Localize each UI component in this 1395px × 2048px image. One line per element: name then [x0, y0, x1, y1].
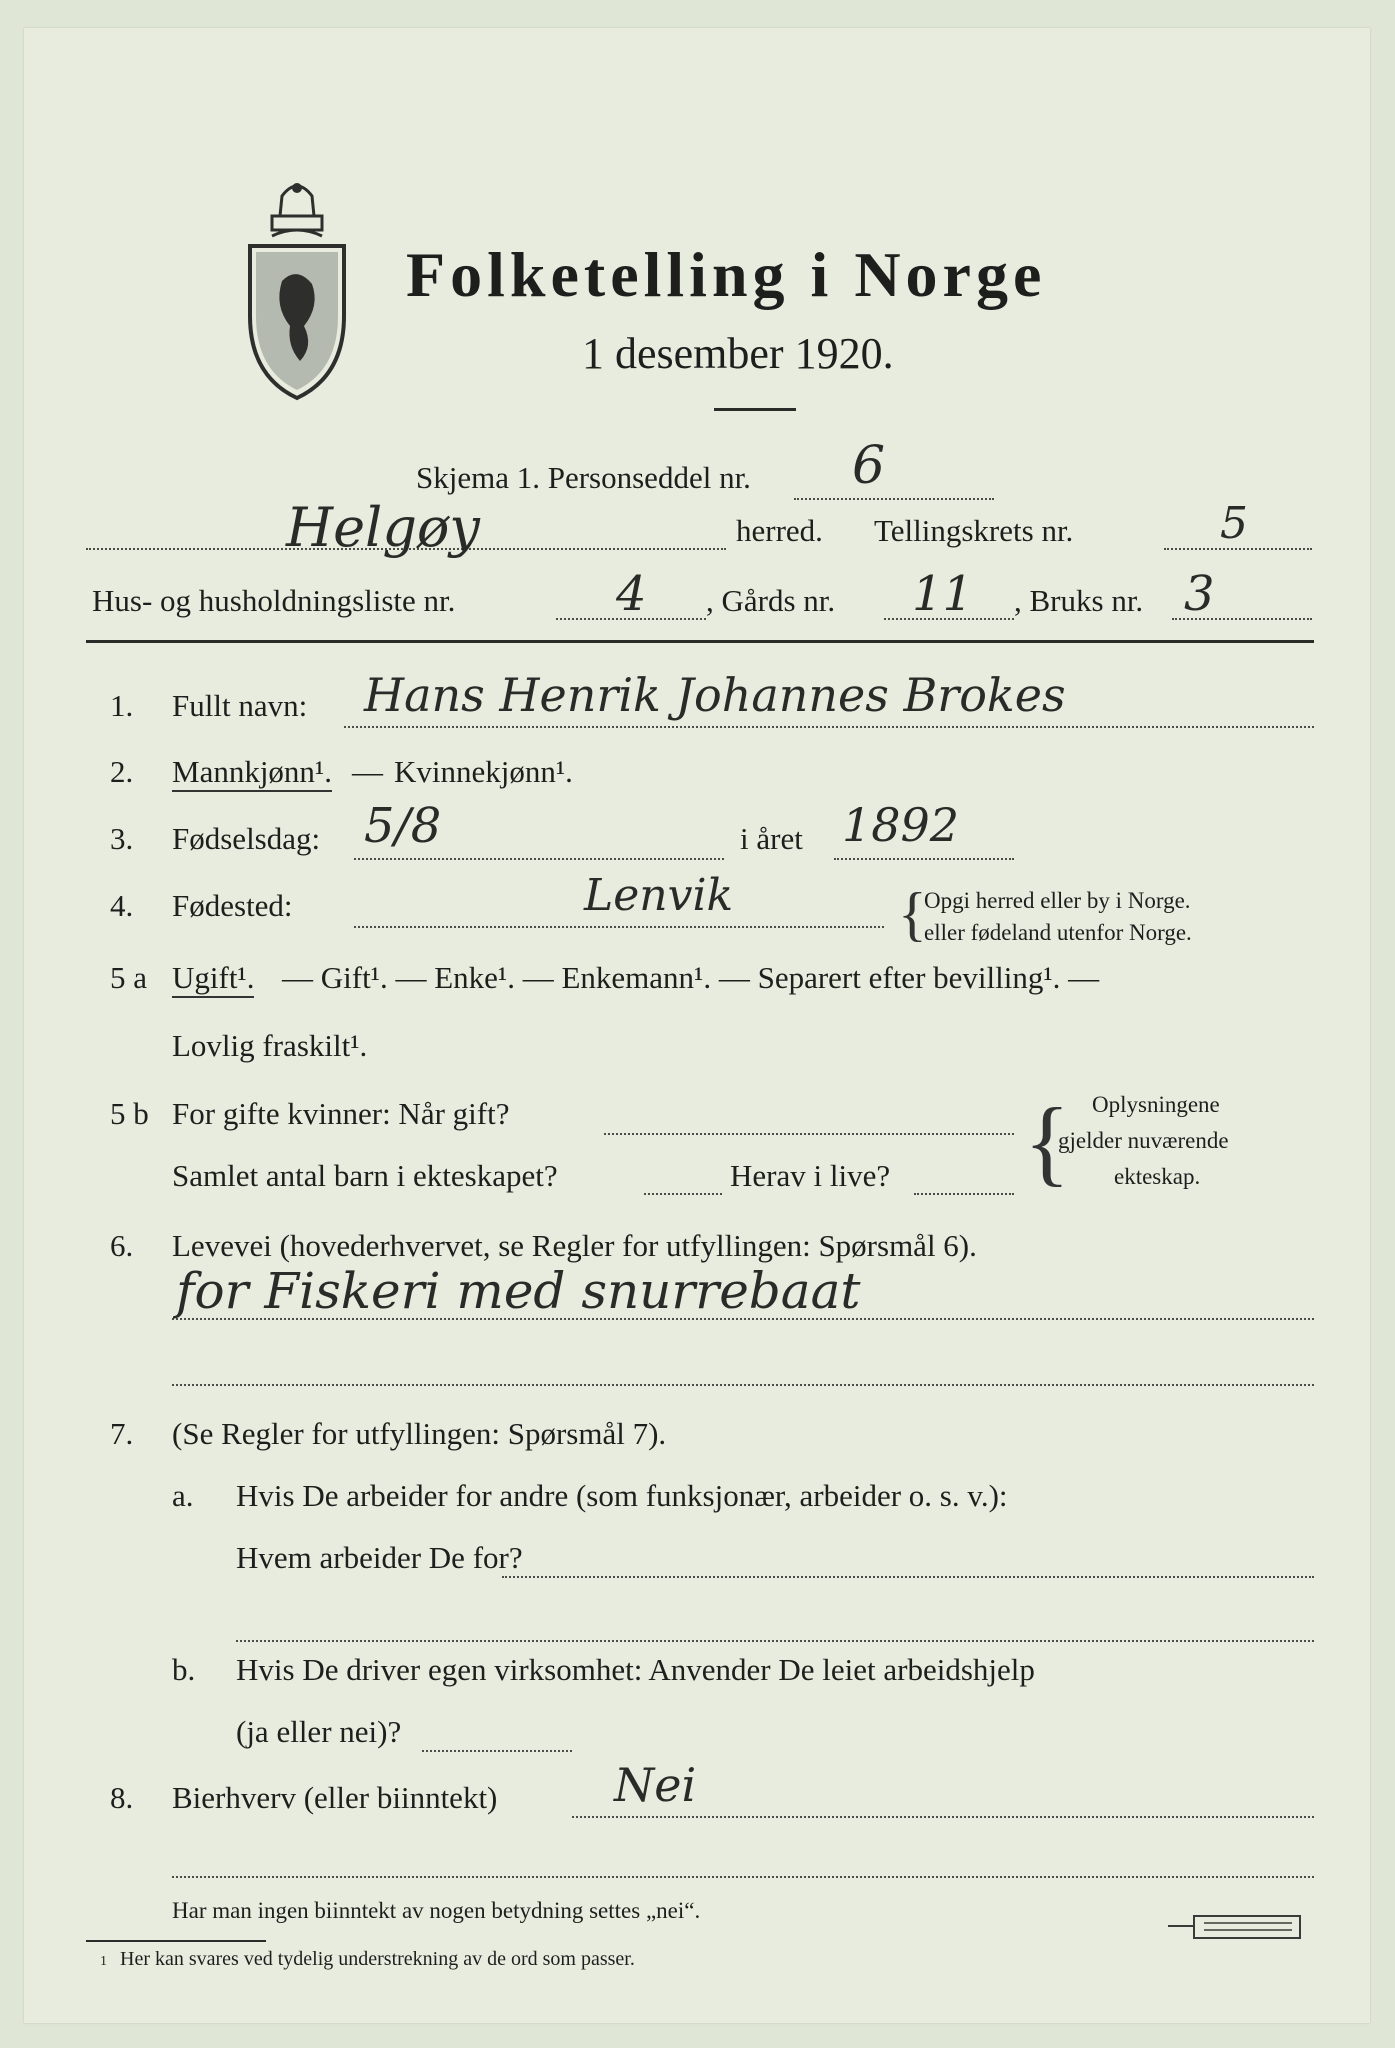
q3-answer: 5/8 — [364, 798, 442, 854]
q1-line — [344, 726, 1314, 728]
q3-year-line — [834, 858, 1014, 860]
q5b-note-line1: Oplysningene — [1092, 1092, 1220, 1117]
q5b-label3: Herav i live? — [730, 1158, 891, 1193]
q7-label: (Se Regler for utfyllingen: Spørsmål 7). — [172, 1416, 667, 1451]
tellingskrets-label: Tellingskrets nr. — [874, 513, 1074, 548]
skjema-nr-line — [794, 498, 994, 500]
q7b-text: Hvis De driver egen virksomhet: Anvender De leiet arbeidshjelp — [236, 1652, 1035, 1687]
q8-line1 — [572, 1816, 1314, 1818]
nei-note: Har man ingen biinntekt av nogen betydning settes „nei“. — [172, 1898, 701, 1923]
q5b-label2: Samlet antal barn i ekteskapet? — [172, 1158, 558, 1193]
q3-number: 3. — [110, 821, 134, 856]
q5b-note-line2: gjelder nuværende — [1058, 1128, 1229, 1153]
bruks-label: , Bruks nr. — [1014, 583, 1144, 618]
q7b-question: (ja eller nei)? — [236, 1714, 402, 1749]
q1-label: Fullt navn: — [172, 688, 308, 723]
q6-line2 — [172, 1384, 1314, 1386]
q5b-married-line — [604, 1133, 1014, 1135]
gards-value: 11 — [912, 566, 974, 622]
q7a-question: Hvem arbeider De for? — [236, 1540, 523, 1575]
q6-label: Levevei (hovederhvervet, se Regler for utfyllingen: Spørsmål 6). — [172, 1228, 977, 1263]
q8-line2 — [172, 1876, 1314, 1878]
q5a-number: 5 a — [110, 960, 148, 995]
q7b-line — [422, 1750, 572, 1752]
q8-label: Bierhverv (eller biinntekt) — [172, 1780, 498, 1815]
q6-answer: for Fiskeri med snurrebaat — [176, 1262, 861, 1320]
q5b-number: 5 b — [110, 1096, 149, 1131]
q5a-ugift-option: Ugift¹. — [172, 960, 254, 998]
q7b-letter: b. — [172, 1652, 196, 1687]
herred-label: herred. — [736, 513, 823, 548]
title-divider — [714, 408, 796, 411]
census-form-sheet — [24, 28, 1370, 2023]
footnote-mark: 1 — [100, 1954, 107, 1969]
q8-number: 8. — [110, 1780, 134, 1815]
q5a-line2: Lovlig fraskilt¹. — [172, 1028, 368, 1063]
q7a-line2 — [236, 1640, 1314, 1642]
q5b-note-brace: { — [1024, 1088, 1071, 1195]
q6-number: 6. — [110, 1228, 134, 1263]
q1-answer: Hans Henrik Johannes Brokes — [364, 668, 1066, 722]
q5b-note-line3: ekteskap. — [1114, 1164, 1201, 1189]
footnote-divider — [86, 1940, 266, 1942]
q3-year-label: i året — [740, 821, 803, 856]
q3-year-value: 1892 — [842, 798, 960, 852]
herred-value: Helgøy — [286, 496, 480, 559]
q5a-options: — Gift¹. — Enke¹. — Enkemann¹. — Separert efter bevilling¹. — — [282, 960, 1100, 995]
printer-stamp-icon — [1164, 1908, 1304, 1944]
tellingskrets-value: 5 — [1220, 498, 1248, 549]
form-title: Folketelling i Norge — [406, 239, 1047, 310]
q4-note-line1: Opgi herred eller by i Norge. — [924, 888, 1191, 913]
q4-line — [354, 926, 884, 928]
q4-answer: Lenvik — [584, 870, 734, 921]
q5b-label1: For gifte kvinner: Når gift? — [172, 1096, 510, 1131]
q2-female-option: Kvinnekjønn¹. — [394, 754, 573, 789]
q5b-children-line — [644, 1193, 722, 1195]
q3-label: Fødselsdag: — [172, 821, 321, 856]
q7a-letter: a. — [172, 1478, 194, 1513]
husliste-label: Hus- og husholdningsliste nr. — [92, 583, 456, 618]
q4-note-line2: eller fødeland utenfor Norge. — [924, 920, 1192, 945]
q4-label: Fødested: — [172, 888, 293, 923]
q4-note-brace: { — [898, 881, 927, 947]
footnote-text: Her kan svares ved tydelig understrekning av de ord som passer. — [120, 1948, 635, 1970]
husliste-value: 4 — [616, 566, 647, 622]
header-divider — [86, 640, 1314, 643]
q1-number: 1. — [110, 688, 134, 723]
q5b-alive-line — [914, 1193, 1014, 1195]
norwegian-coat-of-arms-icon — [242, 176, 352, 401]
skjema-nr-value: 6 — [852, 436, 886, 496]
bruks-value: 3 — [1184, 566, 1215, 622]
q7a-text: Hvis De arbeider for andre (som funksjonær, arbeider o. s. v.): — [236, 1478, 1008, 1513]
gards-label: , Gårds nr. — [706, 583, 836, 618]
q2-dash: — — [352, 754, 383, 789]
q7a-line1 — [502, 1576, 1314, 1578]
q7-number: 7. — [110, 1416, 134, 1451]
skjema-label: Skjema 1. Personseddel nr. — [416, 460, 751, 495]
form-date: 1 desember 1920. — [582, 329, 894, 378]
q3-line — [354, 858, 724, 860]
q2-male-option: Mannkjønn¹. — [172, 754, 332, 792]
q4-number: 4. — [110, 888, 134, 923]
q8-answer: Nei — [614, 1758, 697, 1812]
q2-number: 2. — [110, 754, 134, 789]
